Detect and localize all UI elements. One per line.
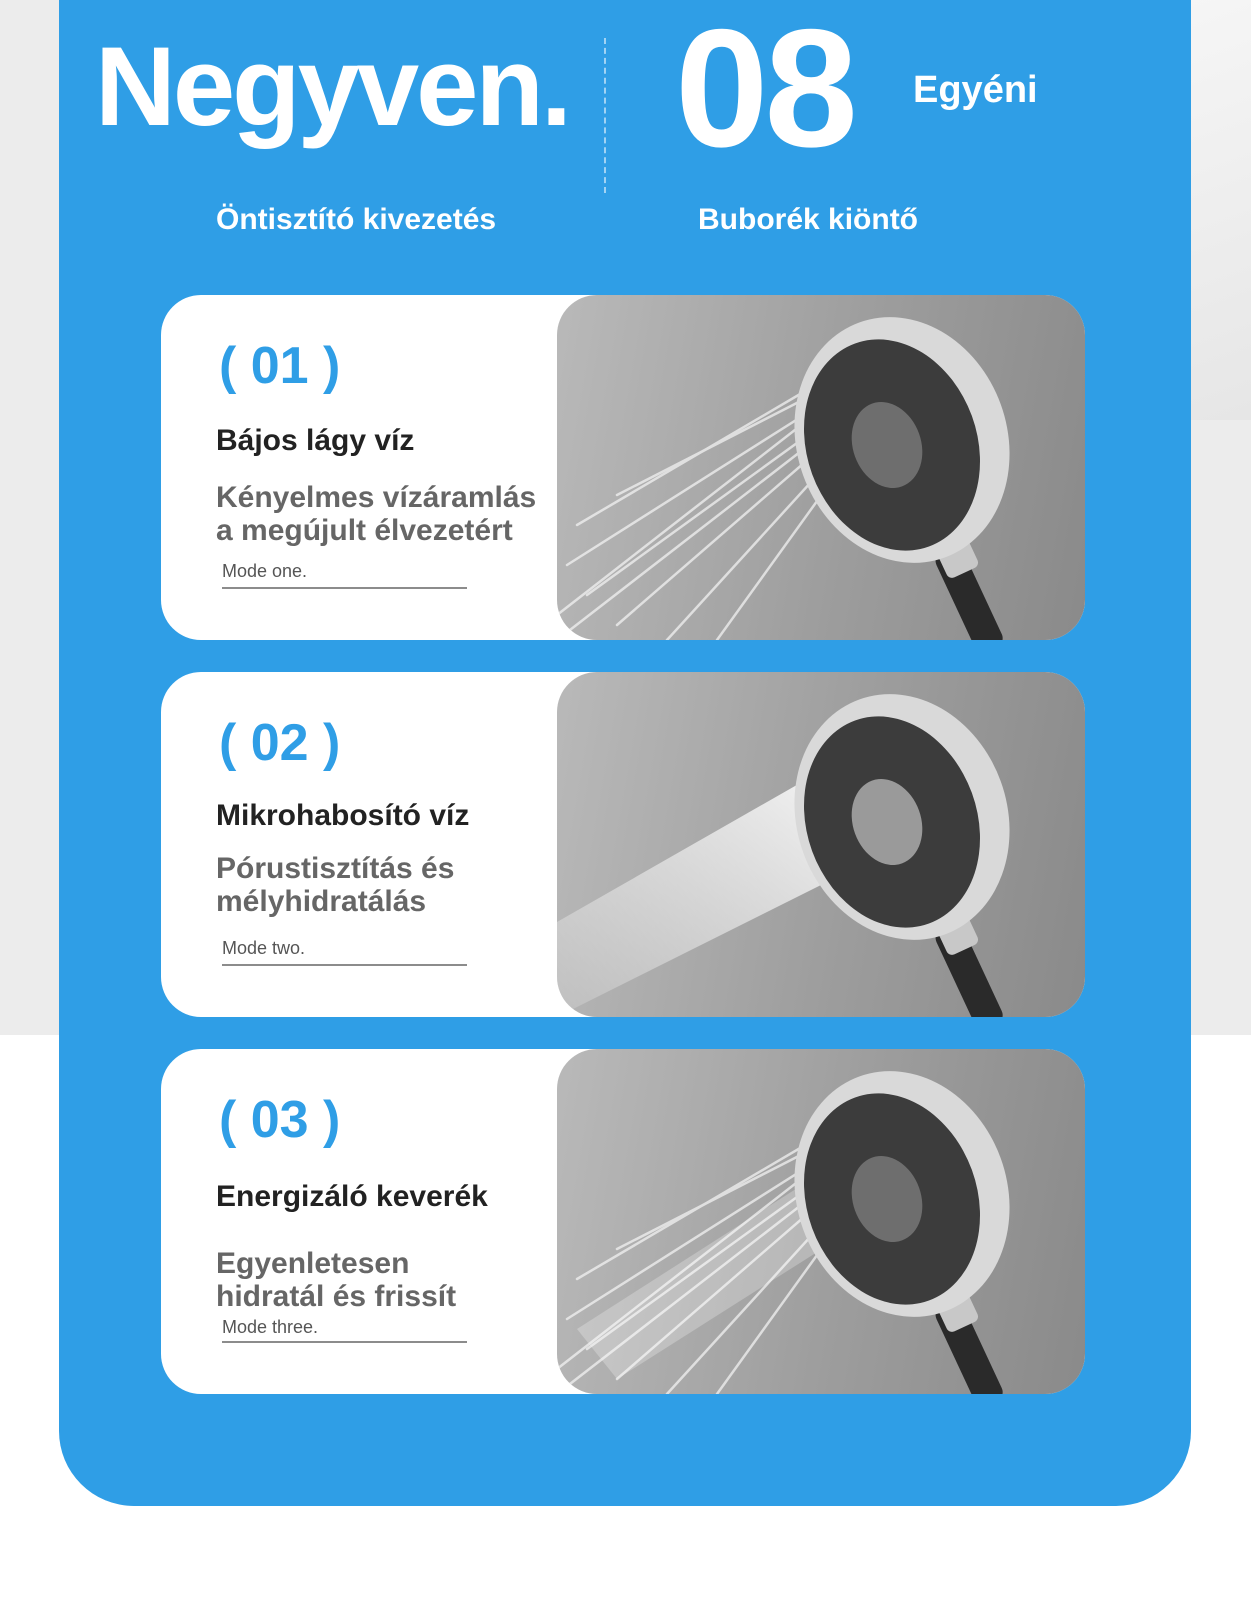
mode-number: ( 01 ) [219,337,341,395]
mode-title: Energizáló keverék [216,1180,488,1213]
mode-title: Bájos lágy víz [216,424,415,457]
mode-description-line-2: mélyhidratálás [216,885,427,918]
feature-self-cleaning: Öntisztító kivezetés [216,203,497,236]
mode-number: ( 03 ) [219,1091,341,1149]
mode-caption: Mode one. [222,561,308,581]
shower-head-icon [557,295,1085,640]
mode-description-line-1: Pórustisztítás és [216,852,455,885]
modes-count-label: Egyéni [913,69,1038,111]
shower-head-photo [557,295,1085,640]
shower-head-icon [557,672,1085,1017]
caption-underline [222,964,467,966]
shower-head-icon [557,1049,1085,1394]
mode-card-3 [161,1049,1085,1394]
caption-underline [222,587,467,589]
shower-head-photo [557,1049,1085,1394]
mode-description-line-1: Egyenletesen [216,1247,410,1280]
modes-count: 08 [675,0,854,182]
feature-bubble-outlet: Buborék kiöntő [698,203,919,236]
mode-description-line-2: hidratál és frissít [216,1280,457,1313]
mode-description-line-1: Kényelmes vízáramlás [216,481,537,514]
mode-card-2 [161,672,1085,1017]
header-divider [604,38,606,193]
caption-underline [222,1341,467,1343]
mode-caption: Mode three. [222,1317,319,1337]
mode-caption: Mode two. [222,938,306,958]
mode-card-1 [161,295,1085,640]
mode-title: Mikrohabosító víz [216,799,470,832]
mode-description-line-2: a megújult élvezetért [216,514,513,547]
shower-head-photo [557,672,1085,1017]
header-title: Negyven. [95,24,569,149]
mode-number: ( 02 ) [219,714,341,772]
